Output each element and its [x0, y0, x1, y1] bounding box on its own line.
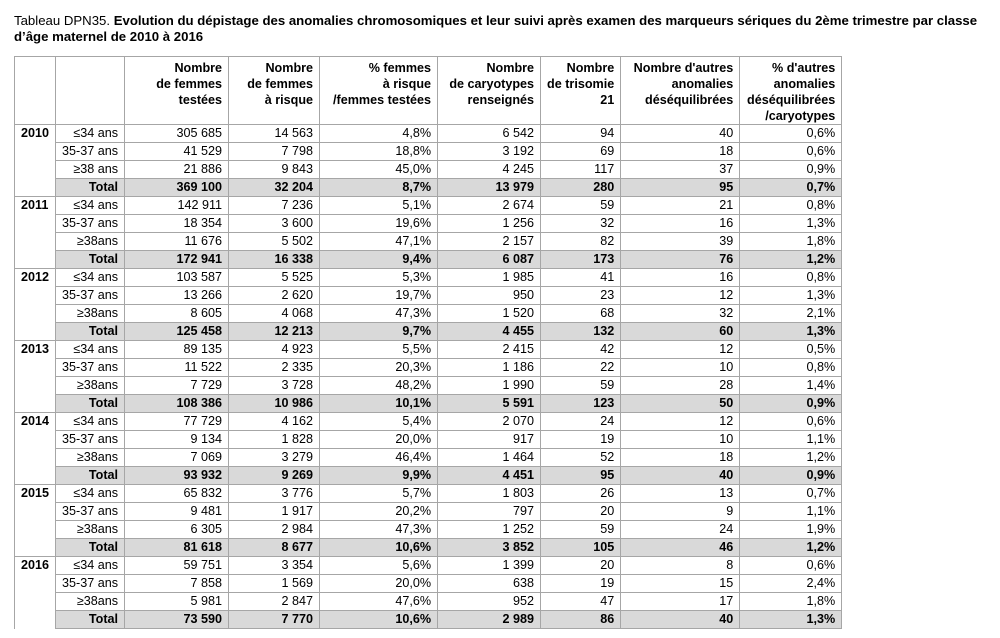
value-cell: 1,9% — [740, 521, 842, 539]
value-cell: 1,4% — [740, 377, 842, 395]
value-cell: 1 520 — [438, 305, 541, 323]
value-cell: 797 — [438, 503, 541, 521]
value-cell: 2 070 — [438, 413, 541, 431]
year-cell — [15, 593, 56, 611]
table-row — [15, 305, 842, 323]
value-cell: 77 729 — [125, 413, 229, 431]
value-cell: 40 — [621, 611, 740, 629]
value-cell: 10 — [621, 431, 740, 449]
table-row — [15, 413, 842, 431]
column-header-7: Nombre d'autres anomalies déséquilibrées — [621, 57, 740, 125]
value-cell: 41 — [541, 269, 621, 287]
column-header-3: Nombre de femmes à risque — [229, 57, 320, 125]
value-cell: 11 676 — [125, 233, 229, 251]
total-row — [15, 323, 842, 341]
value-cell: 9 — [621, 503, 740, 521]
value-cell: 19,7% — [320, 287, 438, 305]
year-cell: 2011 — [15, 197, 56, 215]
table-row — [15, 557, 842, 575]
year-cell: 2010 — [15, 125, 56, 143]
table-row — [15, 341, 842, 359]
table-row — [15, 449, 842, 467]
table-row — [15, 359, 842, 377]
age-class-cell: ≥38ans — [56, 593, 125, 611]
year-cell: 2015 — [15, 485, 56, 503]
year-cell: 2014 — [15, 413, 56, 431]
value-cell: 19 — [541, 431, 621, 449]
value-cell: 9,7% — [320, 323, 438, 341]
table-row — [15, 125, 842, 143]
value-cell: 5,7% — [320, 485, 438, 503]
value-cell: 1 252 — [438, 521, 541, 539]
year-cell — [15, 305, 56, 323]
header-row — [15, 57, 842, 125]
value-cell: 26 — [541, 485, 621, 503]
age-class-cell: 35-37 ans — [56, 431, 125, 449]
value-cell: 59 — [541, 197, 621, 215]
table-body — [15, 125, 842, 629]
value-cell: 1 256 — [438, 215, 541, 233]
value-cell: 4 923 — [229, 341, 320, 359]
total-row — [15, 395, 842, 413]
value-cell: 68 — [541, 305, 621, 323]
value-cell: 10,6% — [320, 539, 438, 557]
value-cell: 24 — [621, 521, 740, 539]
value-cell: 4 451 — [438, 467, 541, 485]
age-class-cell: ≤34 ans — [56, 197, 125, 215]
table-row — [15, 143, 842, 161]
age-class-cell: ≥38ans — [56, 233, 125, 251]
value-cell: 9 843 — [229, 161, 320, 179]
year-cell — [15, 611, 56, 629]
value-cell: 20,3% — [320, 359, 438, 377]
value-cell: 4 162 — [229, 413, 320, 431]
value-cell: 8 677 — [229, 539, 320, 557]
value-cell: 89 135 — [125, 341, 229, 359]
value-cell: 12 — [621, 287, 740, 305]
total-row — [15, 467, 842, 485]
value-cell: 13 — [621, 485, 740, 503]
value-cell: 1,1% — [740, 503, 842, 521]
table-row — [15, 593, 842, 611]
value-cell: 18 354 — [125, 215, 229, 233]
value-cell: 95 — [541, 467, 621, 485]
value-cell: 32 — [621, 305, 740, 323]
value-cell: 1 803 — [438, 485, 541, 503]
value-cell: 1,3% — [740, 287, 842, 305]
value-cell: 21 — [621, 197, 740, 215]
value-cell: 46 — [621, 539, 740, 557]
column-header-2: Nombre de femmes testées — [125, 57, 229, 125]
value-cell: 32 — [541, 215, 621, 233]
value-cell: 7 798 — [229, 143, 320, 161]
year-cell — [15, 323, 56, 341]
value-cell: 47,1% — [320, 233, 438, 251]
value-cell: 45,0% — [320, 161, 438, 179]
value-cell: 0,7% — [740, 485, 842, 503]
value-cell: 59 — [541, 521, 621, 539]
value-cell: 5 981 — [125, 593, 229, 611]
value-cell: 65 832 — [125, 485, 229, 503]
value-cell: 2 847 — [229, 593, 320, 611]
age-class-cell: ≥38ans — [56, 521, 125, 539]
value-cell: 0,6% — [740, 557, 842, 575]
table-row — [15, 215, 842, 233]
year-cell — [15, 161, 56, 179]
value-cell: 82 — [541, 233, 621, 251]
value-cell: 0,6% — [740, 413, 842, 431]
column-header-8: % d'autres anomalies déséquilibrées /caryotypes — [740, 57, 842, 125]
value-cell: 7 729 — [125, 377, 229, 395]
value-cell: 18 — [621, 143, 740, 161]
age-class-cell: ≤34 ans — [56, 413, 125, 431]
value-cell: 917 — [438, 431, 541, 449]
value-cell: 1 985 — [438, 269, 541, 287]
table-row — [15, 233, 842, 251]
year-cell — [15, 503, 56, 521]
value-cell: 4,8% — [320, 125, 438, 143]
table-row — [15, 575, 842, 593]
value-cell: 1 186 — [438, 359, 541, 377]
value-cell: 2 157 — [438, 233, 541, 251]
year-cell — [15, 215, 56, 233]
value-cell: 1,3% — [740, 611, 842, 629]
value-cell: 0,8% — [740, 269, 842, 287]
value-cell: 1,3% — [740, 215, 842, 233]
value-cell: 305 685 — [125, 125, 229, 143]
age-class-cell: ≤34 ans — [56, 125, 125, 143]
value-cell: 37 — [621, 161, 740, 179]
value-cell: 41 529 — [125, 143, 229, 161]
value-cell: 22 — [541, 359, 621, 377]
value-cell: 47,3% — [320, 521, 438, 539]
value-cell: 40 — [621, 467, 740, 485]
year-cell — [15, 521, 56, 539]
value-cell: 18,8% — [320, 143, 438, 161]
value-cell: 20,2% — [320, 503, 438, 521]
value-cell: 0,9% — [740, 395, 842, 413]
age-class-cell: Total — [56, 611, 125, 629]
value-cell: 18 — [621, 449, 740, 467]
value-cell: 5 525 — [229, 269, 320, 287]
age-class-cell: ≤34 ans — [56, 557, 125, 575]
total-row — [15, 539, 842, 557]
value-cell: 28 — [621, 377, 740, 395]
year-cell — [15, 179, 56, 197]
value-cell: 3 728 — [229, 377, 320, 395]
value-cell: 3 600 — [229, 215, 320, 233]
value-cell: 1,2% — [740, 251, 842, 269]
value-cell: 5 502 — [229, 233, 320, 251]
value-cell: 950 — [438, 287, 541, 305]
year-cell: 2012 — [15, 269, 56, 287]
value-cell: 103 587 — [125, 269, 229, 287]
age-class-cell: 35-37 ans — [56, 503, 125, 521]
value-cell: 73 590 — [125, 611, 229, 629]
value-cell: 280 — [541, 179, 621, 197]
value-cell: 117 — [541, 161, 621, 179]
value-cell: 6 542 — [438, 125, 541, 143]
value-cell: 9 269 — [229, 467, 320, 485]
column-header-5: Nombre de caryotypes renseignés — [438, 57, 541, 125]
value-cell: 2 415 — [438, 341, 541, 359]
value-cell: 3 279 — [229, 449, 320, 467]
value-cell: 2 984 — [229, 521, 320, 539]
value-cell: 13 979 — [438, 179, 541, 197]
table-title-text: Evolution du dépistage des anomalies chromosomiques et leur suivi après examen des marqueurs sériques du 2ème trimestre par classe d’âge maternel de 2010 à 2016 — [14, 13, 978, 44]
age-class-cell: Total — [56, 539, 125, 557]
value-cell: 10 986 — [229, 395, 320, 413]
value-cell: 3 192 — [438, 143, 541, 161]
value-cell: 5,5% — [320, 341, 438, 359]
value-cell: 20,0% — [320, 575, 438, 593]
value-cell: 0,9% — [740, 161, 842, 179]
age-class-cell: Total — [56, 395, 125, 413]
value-cell: 1,3% — [740, 323, 842, 341]
value-cell: 1,8% — [740, 593, 842, 611]
year-cell — [15, 377, 56, 395]
table-row — [15, 269, 842, 287]
value-cell: 369 100 — [125, 179, 229, 197]
value-cell: 0,8% — [740, 197, 842, 215]
value-cell: 8,7% — [320, 179, 438, 197]
value-cell: 2 989 — [438, 611, 541, 629]
column-header-6: Nombre de trisomie 21 — [541, 57, 621, 125]
value-cell: 1,2% — [740, 539, 842, 557]
value-cell: 47 — [541, 593, 621, 611]
year-cell — [15, 287, 56, 305]
value-cell: 20 — [541, 557, 621, 575]
age-class-cell: 35-37 ans — [56, 359, 125, 377]
age-class-cell: 35-37 ans — [56, 287, 125, 305]
value-cell: 47,6% — [320, 593, 438, 611]
value-cell: 9,9% — [320, 467, 438, 485]
value-cell: 6 305 — [125, 521, 229, 539]
value-cell: 20,0% — [320, 431, 438, 449]
value-cell: 12 — [621, 341, 740, 359]
value-cell: 13 266 — [125, 287, 229, 305]
table-row — [15, 377, 842, 395]
value-cell: 108 386 — [125, 395, 229, 413]
value-cell: 48,2% — [320, 377, 438, 395]
total-row — [15, 611, 842, 629]
value-cell: 1,8% — [740, 233, 842, 251]
value-cell: 86 — [541, 611, 621, 629]
age-class-cell: Total — [56, 323, 125, 341]
value-cell: 0,9% — [740, 467, 842, 485]
value-cell: 0,8% — [740, 359, 842, 377]
value-cell: 3 354 — [229, 557, 320, 575]
value-cell: 46,4% — [320, 449, 438, 467]
value-cell: 19,6% — [320, 215, 438, 233]
value-cell: 76 — [621, 251, 740, 269]
value-cell: 32 204 — [229, 179, 320, 197]
value-cell: 132 — [541, 323, 621, 341]
value-cell: 1 399 — [438, 557, 541, 575]
value-cell: 81 618 — [125, 539, 229, 557]
age-class-cell: 35-37 ans — [56, 143, 125, 161]
value-cell: 7 770 — [229, 611, 320, 629]
table-row — [15, 503, 842, 521]
value-cell: 12 — [621, 413, 740, 431]
column-header-0 — [15, 57, 56, 125]
year-cell — [15, 233, 56, 251]
value-cell: 0,6% — [740, 143, 842, 161]
data-table — [14, 56, 842, 629]
value-cell: 8 605 — [125, 305, 229, 323]
value-cell: 10,1% — [320, 395, 438, 413]
value-cell: 16 — [621, 269, 740, 287]
value-cell: 4 455 — [438, 323, 541, 341]
year-cell — [15, 359, 56, 377]
value-cell: 2 335 — [229, 359, 320, 377]
value-cell: 12 213 — [229, 323, 320, 341]
value-cell: 5,1% — [320, 197, 438, 215]
value-cell: 173 — [541, 251, 621, 269]
value-cell: 3 852 — [438, 539, 541, 557]
year-cell — [15, 539, 56, 557]
age-class-cell: ≥38ans — [56, 377, 125, 395]
value-cell: 7 858 — [125, 575, 229, 593]
value-cell: 4 068 — [229, 305, 320, 323]
value-cell: 93 932 — [125, 467, 229, 485]
value-cell: 172 941 — [125, 251, 229, 269]
table-row — [15, 197, 842, 215]
value-cell: 8 — [621, 557, 740, 575]
value-cell: 125 458 — [125, 323, 229, 341]
value-cell: 638 — [438, 575, 541, 593]
value-cell: 2,1% — [740, 305, 842, 323]
value-cell: 9 134 — [125, 431, 229, 449]
value-cell: 7 069 — [125, 449, 229, 467]
table-row — [15, 521, 842, 539]
age-class-cell: Total — [56, 467, 125, 485]
age-class-cell: Total — [56, 179, 125, 197]
value-cell: 4 245 — [438, 161, 541, 179]
value-cell: 3 776 — [229, 485, 320, 503]
age-class-cell: Total — [56, 251, 125, 269]
value-cell: 10 — [621, 359, 740, 377]
table-title — [14, 13, 986, 45]
year-cell: 2013 — [15, 341, 56, 359]
value-cell: 142 911 — [125, 197, 229, 215]
column-header-1 — [56, 57, 125, 125]
value-cell: 15 — [621, 575, 740, 593]
value-cell: 94 — [541, 125, 621, 143]
value-cell: 19 — [541, 575, 621, 593]
year-cell — [15, 575, 56, 593]
year-cell — [15, 449, 56, 467]
table-title-prefix: Tableau DPN35. — [14, 13, 111, 28]
value-cell: 16 — [621, 215, 740, 233]
value-cell: 1 917 — [229, 503, 320, 521]
value-cell: 47,3% — [320, 305, 438, 323]
table-row — [15, 431, 842, 449]
total-row — [15, 251, 842, 269]
value-cell: 5 591 — [438, 395, 541, 413]
value-cell: 9,4% — [320, 251, 438, 269]
value-cell: 105 — [541, 539, 621, 557]
total-row — [15, 179, 842, 197]
value-cell: 9 481 — [125, 503, 229, 521]
age-class-cell: ≤34 ans — [56, 269, 125, 287]
age-class-cell: ≥38 ans — [56, 161, 125, 179]
value-cell: 0,6% — [740, 125, 842, 143]
value-cell: 7 236 — [229, 197, 320, 215]
value-cell: 6 087 — [438, 251, 541, 269]
value-cell: 59 — [541, 377, 621, 395]
value-cell: 50 — [621, 395, 740, 413]
table-row — [15, 161, 842, 179]
value-cell: 2 620 — [229, 287, 320, 305]
value-cell: 5,4% — [320, 413, 438, 431]
value-cell: 1,1% — [740, 431, 842, 449]
value-cell: 0,7% — [740, 179, 842, 197]
value-cell: 952 — [438, 593, 541, 611]
value-cell: 95 — [621, 179, 740, 197]
value-cell: 10,6% — [320, 611, 438, 629]
value-cell: 5,6% — [320, 557, 438, 575]
value-cell: 0,5% — [740, 341, 842, 359]
value-cell: 1,2% — [740, 449, 842, 467]
value-cell: 21 886 — [125, 161, 229, 179]
value-cell: 20 — [541, 503, 621, 521]
value-cell: 60 — [621, 323, 740, 341]
age-class-cell: 35-37 ans — [56, 215, 125, 233]
value-cell: 5,3% — [320, 269, 438, 287]
value-cell: 40 — [621, 125, 740, 143]
value-cell: 16 338 — [229, 251, 320, 269]
value-cell: 1 990 — [438, 377, 541, 395]
value-cell: 2,4% — [740, 575, 842, 593]
value-cell: 11 522 — [125, 359, 229, 377]
table-row — [15, 485, 842, 503]
value-cell: 14 563 — [229, 125, 320, 143]
value-cell: 1 464 — [438, 449, 541, 467]
value-cell: 39 — [621, 233, 740, 251]
year-cell — [15, 431, 56, 449]
age-class-cell: 35-37 ans — [56, 575, 125, 593]
column-header-4: % femmes à risque /femmes testées — [320, 57, 438, 125]
age-class-cell: ≤34 ans — [56, 485, 125, 503]
year-cell — [15, 395, 56, 413]
year-cell — [15, 143, 56, 161]
table-row — [15, 287, 842, 305]
value-cell: 23 — [541, 287, 621, 305]
value-cell: 52 — [541, 449, 621, 467]
value-cell: 1 569 — [229, 575, 320, 593]
value-cell: 42 — [541, 341, 621, 359]
age-class-cell: ≥38ans — [56, 449, 125, 467]
year-cell — [15, 251, 56, 269]
value-cell: 59 751 — [125, 557, 229, 575]
value-cell: 69 — [541, 143, 621, 161]
value-cell: 17 — [621, 593, 740, 611]
age-class-cell: ≥38ans — [56, 305, 125, 323]
value-cell: 123 — [541, 395, 621, 413]
year-cell — [15, 467, 56, 485]
year-cell: 2016 — [15, 557, 56, 575]
age-class-cell: ≤34 ans — [56, 341, 125, 359]
value-cell: 2 674 — [438, 197, 541, 215]
value-cell: 1 828 — [229, 431, 320, 449]
value-cell: 24 — [541, 413, 621, 431]
